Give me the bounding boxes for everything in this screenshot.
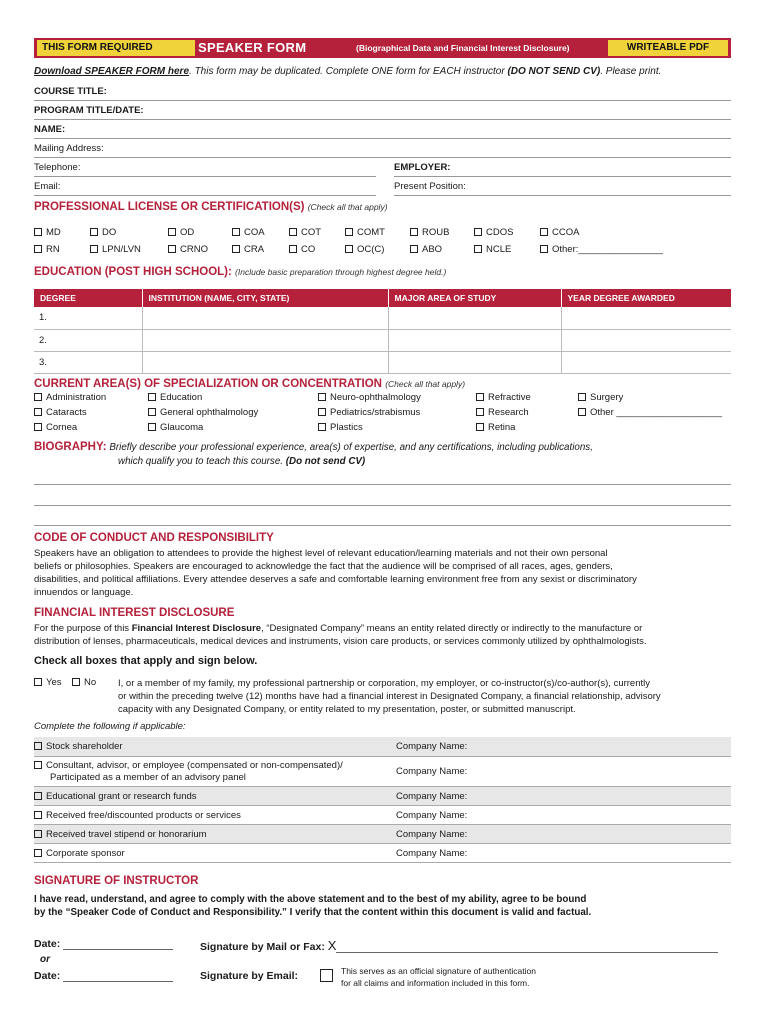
table-row[interactable]: 1. xyxy=(34,307,731,329)
specialization-heading: CURRENT AREA(S) OF SPECIALIZATION OR CONCENTRATION (Check all that apply) xyxy=(34,378,466,390)
biography-line[interactable] xyxy=(34,525,731,526)
mailing-address-field[interactable]: Mailing Address: xyxy=(34,140,731,158)
consultant-checkbox: Consultant, advisor, or employee (compensated or non-compensated)/ xyxy=(34,760,343,771)
form-title: SPEAKER FORM xyxy=(198,40,307,55)
license-rn-checkbox[interactable]: RN xyxy=(34,244,60,255)
spec-research-checkbox[interactable]: Research xyxy=(476,407,529,418)
license-abo-checkbox[interactable]: ABO xyxy=(410,244,442,255)
table-row[interactable]: Corporate sponsor Company Name: xyxy=(34,844,731,863)
check-heading: Check all boxes that apply and sign below. xyxy=(34,655,258,667)
spec-other-checkbox[interactable]: Other ____________________ xyxy=(578,407,722,418)
download-link[interactable]: Download SPEAKER FORM here xyxy=(34,66,190,77)
telephone-field[interactable]: Telephone: xyxy=(34,159,376,177)
biography-heading: BIOGRAPHY: Briefly describe your professional experience, area(s) of expertise, and any certifications, including publications, xyxy=(34,441,593,453)
present-position-field[interactable]: Present Position: xyxy=(394,178,731,196)
disclosure-statement: I, or a member of my family, my professional partnership or corporation, my employer, or co-instructor(s)/co-author(s), currently or within the preceding twelve (12) months have had a financial interest in Designated Company, a financial relationship, advisory capacity with any Designated Company, or entity related to my presentation, poster, or submitted manuscript. xyxy=(118,678,661,715)
table-row[interactable]: 2. xyxy=(34,329,731,351)
financial-table xyxy=(34,737,731,863)
program-title-field[interactable]: PROGRAM TITLE/DATE: xyxy=(34,102,731,120)
disclosure-no-checkbox[interactable]: No xyxy=(72,677,96,688)
intro-line: Download SPEAKER FORM here. This form may be duplicated. Complete ONE form for EACH instructor (DO NOT SEND CV). Please print. xyxy=(34,66,662,77)
grant-checkbox: Educational grant or research funds xyxy=(34,791,197,802)
signature-heading: SIGNATURE OF INSTRUCTOR xyxy=(34,875,199,887)
spec-general-checkbox[interactable]: General ophthalmology xyxy=(148,407,258,418)
table-row[interactable]: Received free/discounted products or services Company Name: xyxy=(34,806,731,825)
license-occ-checkbox[interactable]: OC(C) xyxy=(345,244,384,255)
signature-email: Signature by Email: xyxy=(200,970,299,982)
complete-note: Complete the following if applicable: xyxy=(34,721,186,732)
form-subtitle: (Biographical Data and Financial Interest Disclosure) xyxy=(356,43,570,53)
employer-field[interactable]: EMPLOYER: xyxy=(394,159,731,177)
license-od-checkbox[interactable]: OD xyxy=(168,227,194,238)
license-ccoa-checkbox[interactable]: CCOA xyxy=(540,227,579,238)
education-table xyxy=(34,289,731,374)
stock-checkbox: Stock shareholder xyxy=(34,741,123,752)
col-degree: DEGREE xyxy=(34,289,142,307)
license-other-checkbox[interactable]: Other:________________ xyxy=(540,244,663,255)
biography-text: which qualify you to teach this course. (Do not send CV) xyxy=(118,456,366,467)
name-field[interactable]: NAME: xyxy=(34,121,731,139)
spec-plastics-checkbox[interactable]: Plastics xyxy=(318,422,363,433)
spec-glaucoma-checkbox[interactable]: Glaucoma xyxy=(148,422,203,433)
license-cra-checkbox[interactable]: CRA xyxy=(232,244,264,255)
license-do-checkbox[interactable]: DO xyxy=(90,227,116,238)
signature-email-checkbox[interactable] xyxy=(320,969,333,982)
spec-cornea-checkbox[interactable]: Cornea xyxy=(34,422,77,433)
date-field-1[interactable]: Date: xyxy=(34,938,173,950)
date-field-2[interactable]: Date: xyxy=(34,970,173,982)
form-required-badge: THIS FORM REQUIRED xyxy=(37,40,195,56)
table-row[interactable]: Consultant, advisor, or employee (compensated or non-compensated)/ Participated as a member of an advisory panel Company Name: xyxy=(34,757,731,787)
sponsor-checkbox: Corporate sponsor xyxy=(34,848,125,859)
or-label: or xyxy=(40,954,50,965)
license-coa-checkbox[interactable]: COA xyxy=(232,227,265,238)
spec-pediatrics-checkbox[interactable]: Pediatrics/strabismus xyxy=(318,407,420,418)
spec-neuro-checkbox[interactable]: Neuro-ophthalmology xyxy=(318,392,421,403)
col-institution: INSTITUTION (NAME, CITY, STATE) xyxy=(142,289,388,307)
signature-mail-fax[interactable]: Signature by Mail or Fax: X xyxy=(200,938,718,953)
spec-education-checkbox[interactable]: Education xyxy=(148,392,202,403)
header-bar xyxy=(34,38,731,58)
writeable-pdf-badge[interactable]: WRITEABLE PDF xyxy=(608,40,728,56)
products-checkbox: Received free/discounted products or services xyxy=(34,810,241,821)
conduct-heading: CODE OF CONDUCT AND RESPONSIBILITY xyxy=(34,532,274,544)
financial-text: For the purpose of this Financial Interest Disclosure, “Designated Company” means an entity related directly or indirectly to the manufacture or distribution of lenses, pharmaceuticals, medical devices and instruments, vision care products, or services commonly utilized by ophthalmologists. xyxy=(34,623,647,647)
table-row[interactable]: Received travel stipend or honorarium Company Name: xyxy=(34,825,731,844)
license-lpn-checkbox[interactable]: LPN/LVN xyxy=(90,244,141,255)
col-year: YEAR DEGREE AWARDED xyxy=(561,289,731,307)
signature-statement: I have read, understand, and agree to comply with the above statement and to the best of my ability, agree to be bound by the “Speaker Code of Conduct and Responsibility.” I verify that the content within this document is valid and factual. xyxy=(34,894,592,918)
signature-note: This serves as an official signature of authentication for all claims and information included in this form. xyxy=(341,966,536,988)
spec-surgery-checkbox[interactable]: Surgery xyxy=(578,392,623,403)
education-heading: EDUCATION (POST HIGH SCHOOL): (Include basic preparation through highest degree held.) xyxy=(34,266,447,278)
table-row[interactable]: Stock shareholder Company Name: xyxy=(34,737,731,757)
spec-retina-checkbox[interactable]: Retina xyxy=(476,422,515,433)
spec-cataracts-checkbox[interactable]: Cataracts xyxy=(34,407,87,418)
license-roub-checkbox[interactable]: ROUB xyxy=(410,227,449,238)
table-row[interactable]: 3. xyxy=(34,351,731,373)
disclosure-yes-checkbox[interactable]: Yes xyxy=(34,677,62,688)
spec-refractive-checkbox[interactable]: Refractive xyxy=(476,392,531,403)
biography-line[interactable] xyxy=(34,484,731,485)
spec-administration-checkbox[interactable]: Administration xyxy=(34,392,106,403)
license-crno-checkbox[interactable]: CRNO xyxy=(168,244,208,255)
financial-heading: FINANCIAL INTEREST DISCLOSURE xyxy=(34,607,235,619)
license-co-checkbox[interactable]: CO xyxy=(289,244,315,255)
travel-checkbox: Received travel stipend or honorarium xyxy=(34,829,207,840)
license-md-checkbox[interactable]: MD xyxy=(34,227,61,238)
col-major: MAJOR AREA OF STUDY xyxy=(388,289,561,307)
biography-line[interactable] xyxy=(34,505,731,506)
license-comt-checkbox[interactable]: COMT xyxy=(345,227,385,238)
license-cdos-checkbox[interactable]: CDOS xyxy=(474,227,513,238)
license-heading: PROFESSIONAL LICENSE OR CERTIFICATION(S) (Check all that apply) xyxy=(34,201,388,213)
conduct-text: Speakers have an obligation to attendees to provide the highest level of relevant education/learning materials and not their own personal beliefs or philosophies. Speakers are encouraged to acknowledge the fact that the audience will be comprised of all races, ages, genders, disabilities, and political affiliations. Every attendee deserves a safe and comfortable learning environment free from any sexist or discriminatory innuendos or language. xyxy=(34,548,637,598)
course-title-field[interactable]: COURSE TITLE: xyxy=(34,83,731,101)
table-row[interactable]: Educational grant or research funds Company Name: xyxy=(34,787,731,806)
email-field[interactable]: Email: xyxy=(34,178,376,196)
license-cot-checkbox[interactable]: COT xyxy=(289,227,321,238)
license-ncle-checkbox[interactable]: NCLE xyxy=(474,244,511,255)
